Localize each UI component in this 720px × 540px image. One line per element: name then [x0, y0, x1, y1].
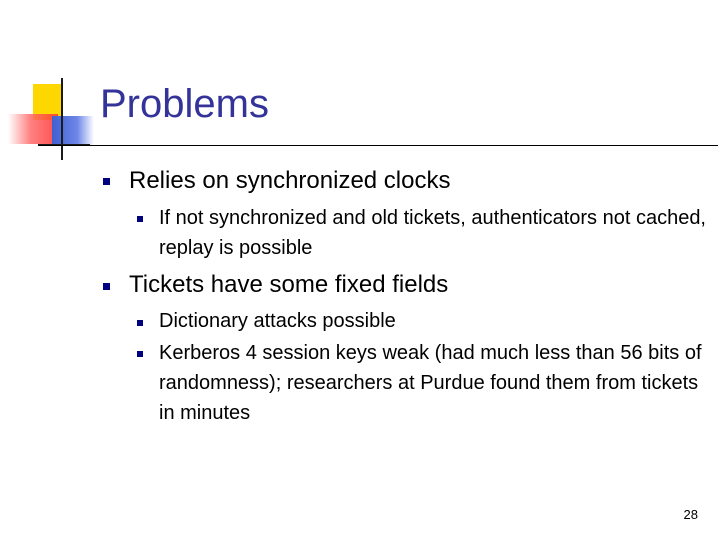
sub-point-2-1: Dictionary attacks possible	[159, 310, 396, 332]
logo-red-square	[8, 114, 58, 144]
bullet-point-1: Relies on synchronized clocks	[129, 167, 451, 194]
bullet-square-icon	[103, 283, 110, 290]
sub-bullet-square-icon	[137, 320, 143, 326]
slide-title: Problems	[100, 82, 269, 126]
sub-point-1-1: If not synchronized and old tickets, authenticators not cached, replay is possible	[159, 207, 706, 259]
sub-bullet-square-icon	[137, 351, 143, 357]
bullet-point-2: Tickets have some fixed fields	[129, 271, 449, 298]
logo-blue-square	[52, 116, 94, 146]
title-rule	[38, 145, 718, 146]
sub-bullet-square-icon	[137, 216, 143, 222]
bullet-square-icon	[103, 178, 110, 185]
page-number: 28	[683, 507, 698, 522]
logo-vertical-line	[61, 78, 63, 160]
sub-point-2-2: Kerberos 4 session keys weak (had much less than 56 bits of randomness); researchers at Purdue found them from tickets in minutes	[159, 342, 702, 424]
